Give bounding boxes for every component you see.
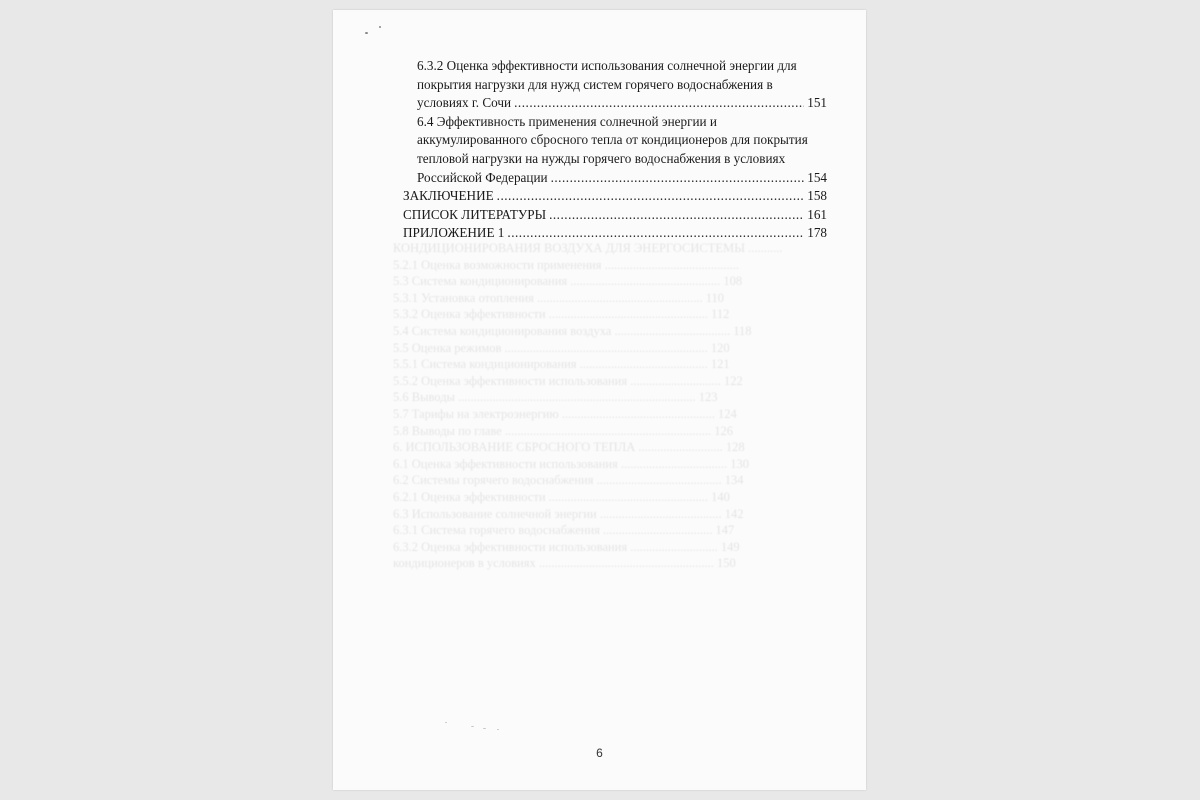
scan-speck [445,722,447,723]
toc-entry-text: аккумулированного сбросного тепла от кондиционеров для покрытия [417,132,808,148]
scan-speck [471,726,474,727]
toc-page-number: 161 [807,206,827,222]
scan-speck [483,728,486,729]
toc-entry-conclusion[interactable] [403,187,827,206]
toc-entry-text: 6.4 Эффективность применения солнечной энергии и [417,113,717,129]
toc-entry-appendix-1[interactable] [403,224,827,243]
page-number: 6 [596,746,603,760]
table-of-contents [403,57,827,243]
toc-entry-6-3-2[interactable] [403,57,827,113]
toc-page-number: 178 [807,225,827,241]
dot-leader [507,224,804,243]
toc-entry-references[interactable] [403,206,827,225]
scan-speck [497,729,499,730]
document-page [333,10,866,790]
toc-entry-text: 6.3.2 Оценка эффективности использования солнечной энергии для [417,58,797,73]
toc-entry-6-4[interactable] [403,113,827,187]
toc-entry-text: тепловой нагрузки на нужды горячего водоснабжения в условиях [417,150,786,166]
dot-leader [514,94,804,113]
toc-page-number: 158 [807,188,827,204]
dot-leader [551,169,805,188]
toc-entry-text: ПРИЛОЖЕНИЕ 1 [403,225,505,241]
toc-entry-text: условиях г. Сочи [417,95,512,111]
scan-speck [365,32,368,34]
toc-page-number: 151 [807,95,827,111]
toc-entry-text: ЗАКЛЮЧЕНИЕ [403,188,494,204]
bleed-through-text: КОНДИЦИОНИРОВАНИЯ ВОЗДУХА ДЛЯ ЭНЕРГОСИСТЕМЫ ........... 5.2.1 Оценка возможности применения ........................................... 5.3 Система кондиционирования ................................................ 108 5.3.1 Установка отопления ..................................................... 110 5.3.2 Оценка эффективности ................................................... 112 5.4 Система кондиционирования воздуха ..................................... 118 5.5 Оценка режимов ................................................................. 120 5.5.1 Система кондиционирования ......................................... 121 5.5.2 Оценка эффективности использования ............................. 122 5.6 Выводы ............................................................................ 123 5.7 Тарифы на электроэнергию ................................................. 124 5.8 Выводы по главе .................................................................. 126 6. ИСПОЛЬЗОВАНИЕ СБРОСНОГО ТЕПЛА ........................... 128 6.1 Оценка эффективности использования .................................. 130 6.2 Системы горячего водоснабжения ........................................ 134 6.2.1 Оценка эффективности ................................................... 140 6.3 Использование солнечной энергии ....................................... 142 6.3.1 Система горячего водоснабжения ................................... 147 6.3.2 Оценка эффективности использования ............................ 149 кондиционеров в условиях ........................................................ 150 [393,241,783,571]
dot-leader [549,206,804,225]
toc-entry-text: покрытия нагрузки для нужд систем горячего водоснабжения в [417,76,773,92]
toc-entry-text: СПИСОК ЛИТЕРАТУРЫ [403,206,547,222]
toc-entry-text: Российской Федерации [417,169,548,185]
toc-page-number: 154 [807,169,827,185]
scan-speck [379,26,381,28]
dot-leader [497,187,805,206]
